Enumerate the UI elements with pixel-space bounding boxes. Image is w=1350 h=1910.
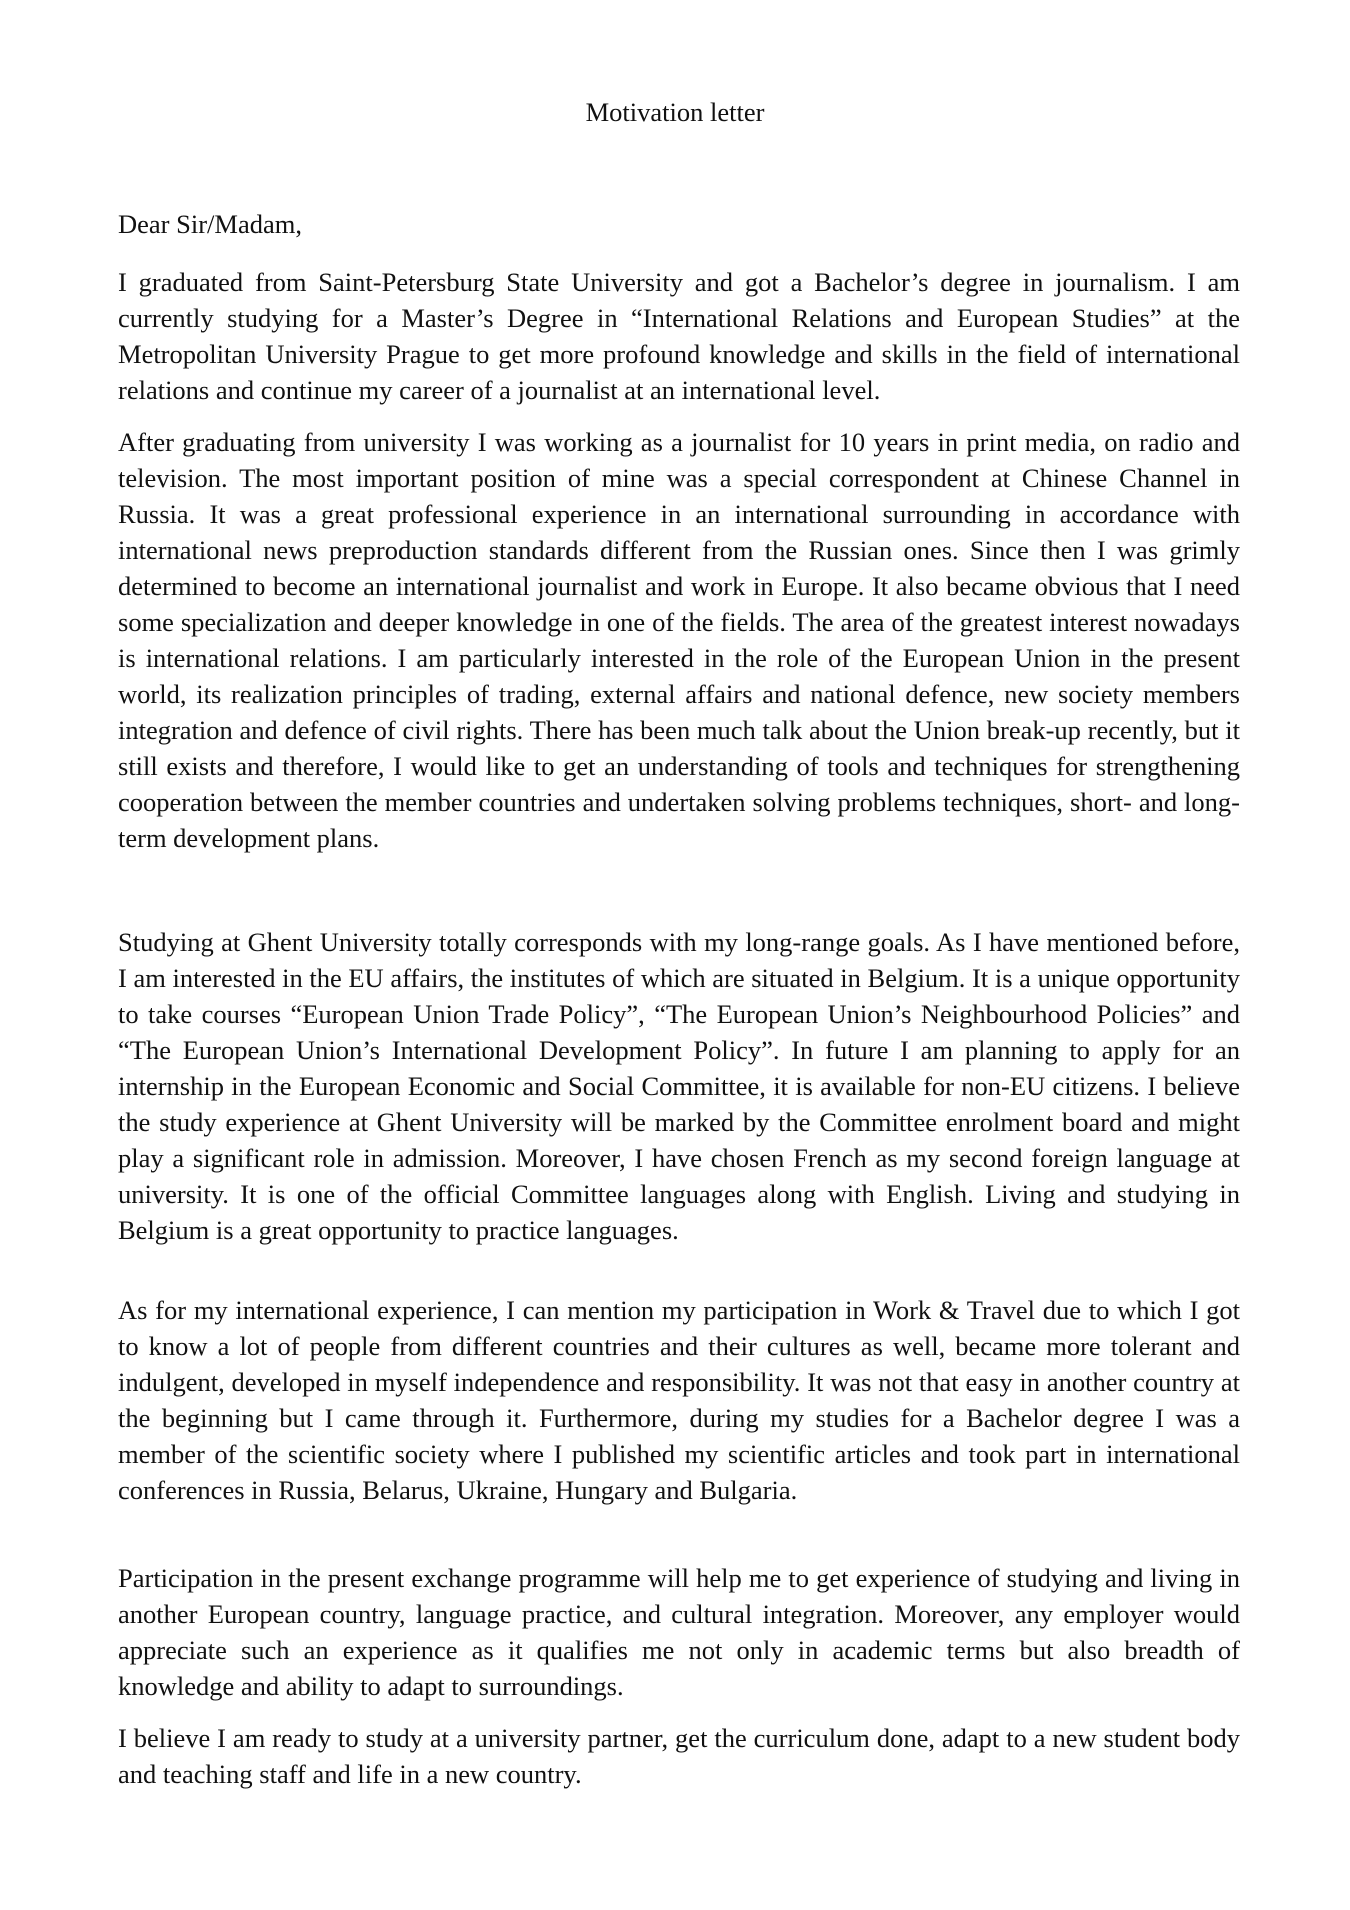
paragraph-conclusion: I believe I am ready to study at a university partner, get the curriculum done, adapt to a new student body and teaching staff and life in a new country. xyxy=(118,1723,1240,1789)
paragraph-ghent-university: Studying at Ghent University totally corresponds with my long-range goals. As I have mentioned before, I am interested in the EU affairs, the institutes of which are situated in Belgium. It is a unique opportunity to take courses “European Union Trade Policy”, “The European Union’s Neighbourhood Policies” and “The European Union’s International Development Policy”. In future I am planning to apply for an internship in the European Economic and Social Committee, it is available for non-EU citizens. I believe the study experience at Ghent University will be marked by the Committee enrolment board and might play a significant role in admission. Moreover, I have chosen French as my second foreign language at university. It is one of the official Committee languages along with English. Living and studying in Belgium is a great opportunity to practice languages. xyxy=(118,927,1240,1245)
paragraph-international-experience: As for my international experience, I can mention my participation in Work & Travel due to which I got to know a lot of people from different countries and their cultures as well, became more tolerant and indulgent, developed in myself independence and responsibility. It was not that easy in another country at the beginning but I came through it. Furthermore, during my studies for a Bachelor degree I was a member of the scientific society where I published my scientific articles and took part in international conferences in Russia, Belarus, Ukraine, Hungary and Bulgaria. xyxy=(118,1295,1240,1505)
paragraph-education: I graduated from Saint-Petersburg State University and got a Bachelor’s degree in journalism. I am currently studying for a Master’s Degree in “International Relations and European Studies” at the Metropolitan University Prague to get more profound knowledge and skills in the field of international relations and continue my career of a journalist at an international level. xyxy=(118,267,1240,405)
paragraph-exchange-benefits: Participation in the present exchange programme will help me to get experience of studying and living in another European country, language practice, and cultural integration. Moreover, any employer would appreciate such an experience as it qualifies me not only in academic terms but also breadth of knowledge and ability to adapt to surroundings. xyxy=(118,1563,1240,1701)
letter-salutation: Dear Sir/Madam, xyxy=(118,209,302,239)
letter-title: Motivation letter xyxy=(585,97,765,127)
paragraph-career: After graduating from university I was working as a journalist for 10 years in print media, on radio and television. The most important position of mine was a special correspondent at Chinese Channel in Russia. It was a great professional experience in an international surrounding in accordance with international news preproduction standards different from the Russian ones. Since then I was grimly determined to become an international journalist and work in Europe. It also became obvious that I need some specialization and deeper knowledge in one of the fields. The area of the greatest interest nowadays is international relations. I am particularly interested in the role of the European Union in the present world, its realization principles of trading, external affairs and national defence, new society members integration and defence of civil rights. There has been much talk about the Union break-up recently, but it still exists and therefore, I would like to get an understanding of tools and techniques for strengthening cooperation between the member countries and undertaken solving problems techniques, short- and long-term development plans. xyxy=(118,427,1240,853)
